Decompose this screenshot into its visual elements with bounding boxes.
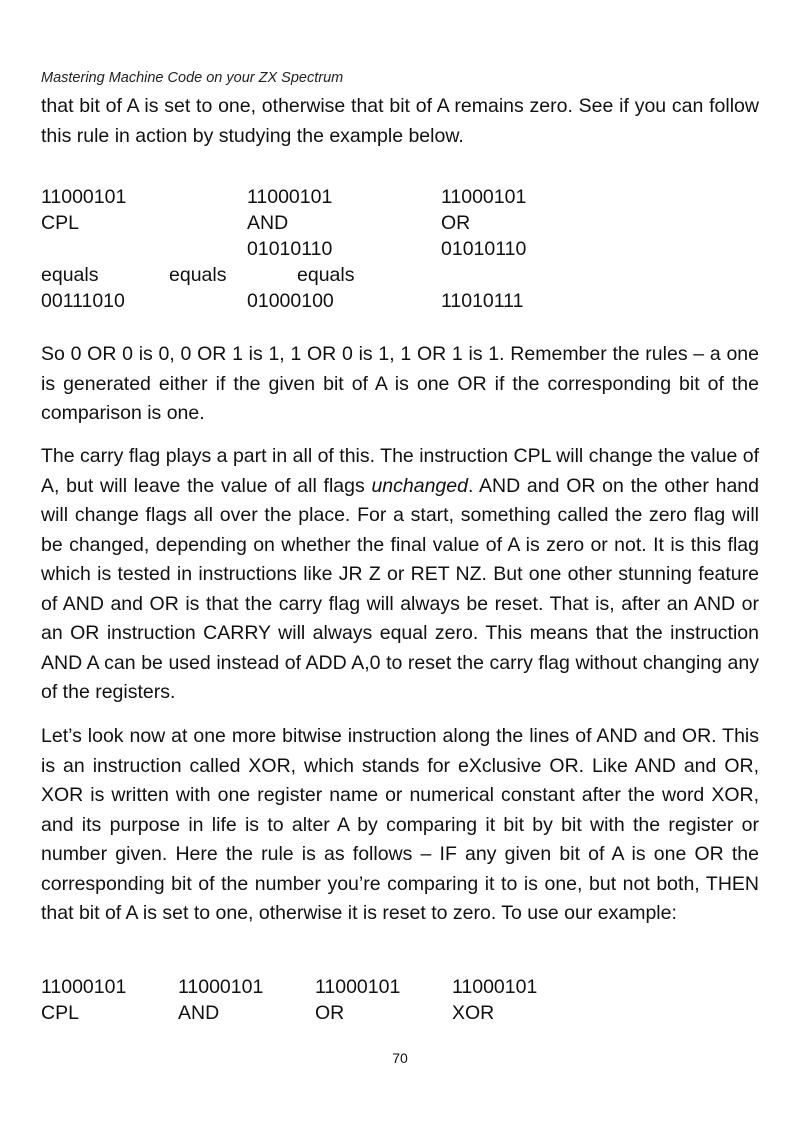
example-cell: 11010111 <box>441 290 524 312</box>
example-cell: AND <box>178 1002 220 1024</box>
example-cell: 00111010 <box>41 290 125 312</box>
running-header: Mastering Machine Code on your ZX Spectrum <box>41 70 344 86</box>
example-cell: CPL <box>41 212 79 234</box>
example-cell: 11000101 <box>41 976 127 998</box>
example-cell: 11000101 <box>178 976 264 998</box>
example-cell: OR <box>441 212 471 234</box>
emphasis-text: unchanged <box>371 474 468 497</box>
example-cell: 11000101 <box>452 976 538 998</box>
paragraph-xor: Let’s look now at one more bitwise instruction along the lines of AND and OR. This is an instruction called XOR, which stands for eXclusive OR. Like AND and OR, XOR is written with one register name or numerical constant after the word XOR, and its purpose in life is to alter A by comparing it bit by bit with the register or number given. Here the rule is as follows – IF any given bit of A is one OR the corresponding bit of the number you’re comparing it to is one, but not both, THEN that bit of A is set to one, otherwise it is reset to zero. To use our example: <box>41 725 759 924</box>
example-cell: equals <box>41 264 99 286</box>
example-cell: 11000101 <box>41 186 127 208</box>
example-cell: 11000101 <box>441 186 527 208</box>
example-cell: equals <box>297 264 355 286</box>
paragraph-carry-flag <box>41 442 759 708</box>
example-cell: 11000101 <box>315 976 401 998</box>
example-cell: 01010110 <box>441 238 527 260</box>
page-number: 70 <box>392 1050 408 1066</box>
paragraph-or-rules: So 0 OR 0 is 0, 0 OR 1 is 1, 1 OR 0 is 1, 1 OR 1 is 1. Remember the rules – a one is generated either if the given bit of A is one OR if the corresponding bit of the comparison is one. <box>41 343 759 424</box>
example-cell: 01010110 <box>247 238 333 260</box>
example-cell: 01000100 <box>247 290 334 312</box>
paragraph-intro: that bit of A is set to one, otherwise that bit of A remains zero. See if you can follow this rule in action by studying the example below. <box>41 95 759 147</box>
example-cell: AND <box>247 212 289 234</box>
example-cell: CPL <box>41 1002 79 1024</box>
example-cell: 11000101 <box>247 186 333 208</box>
example-cell: OR <box>315 1002 345 1024</box>
paragraph-text: The carry flag plays a part in all of this. The instruction CPL will change the value of A, but will leave the value of all flags <box>41 445 759 497</box>
example-cell: equals <box>169 264 227 286</box>
paragraph-text: . AND and OR on the other hand will change flags all over the place. For a start, something called the zero flag will be changed, depending on whether the final value of A is zero or not. It is this flag which is tested in instructions like JR Z or RET NZ. But one other stunning feature of AND and OR is that the carry flag will always be reset. That is, after an AND or an OR instruction CARRY will always equal zero. This means that the instruction AND A can be used instead of ADD A,0 to reset the carry flag without changing any of the registers. <box>41 474 759 703</box>
example-cell: XOR <box>452 1002 495 1024</box>
